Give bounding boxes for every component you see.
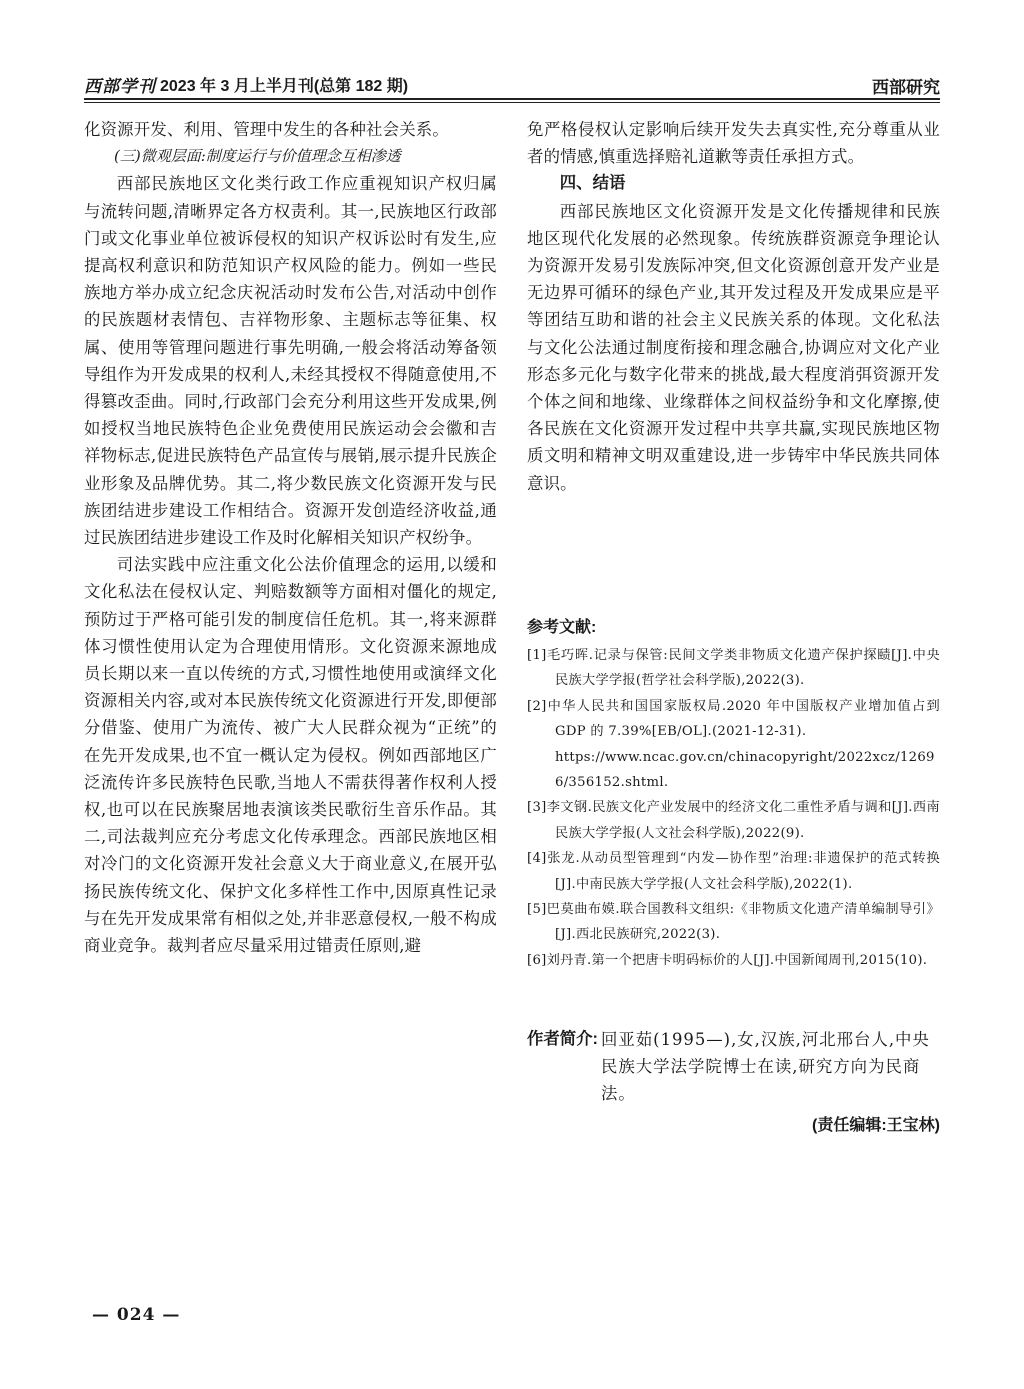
paragraph: 西部民族地区文化资源开发是文化传播规律和民族地区现代化发展的必然现象。传统族群资源竞争理论认为资源开发易引发族际冲突,但文化资源创意开发产业是无边界可循环的绿色产业,其开发过程及开发成果应是平等团结互助和谐的社会主义民族关系的体现。文化私法与文化公法通过制度衔接和理念融合,协调应对文化产业形态多元化与数字化带来的挑战,最大程度消弭资源开发个体之间和地缘、业缘群体之间权益纷争和文化摩擦,使各民族在文化资源开发过程中共享共赢,实现民族地区物质文明和精神文明双重建设,进一步铸牢中华民族共同体意识。 xyxy=(527,201,940,493)
header-rule-thin xyxy=(84,102,940,103)
reference-item: [5]巴莫曲布嫫.联合国教科文组织:《非物质文化遗产清单编制导引》[J].西北民族研究,2022(3). xyxy=(527,902,940,943)
author-text: 回亚茹(1995—),女,汉族,河北邢台人,中央民族大学法学院博士在读,研究方向为民商法。 xyxy=(601,1030,930,1104)
paragraph: 化资源开发、利用、管理中发生的各种社会关系。 xyxy=(84,120,449,139)
page-header xyxy=(84,70,940,100)
paragraph: 免严格侵权认定影响后续开发失去真实性,充分尊重从业者的情感,慎重选择赔礼道歉等责任承担方式。 xyxy=(527,120,940,167)
left-column xyxy=(84,116,497,959)
author-label: 作者简介: xyxy=(527,1030,599,1048)
references xyxy=(527,614,940,973)
page-number: — 024 — xyxy=(92,1305,181,1325)
paragraph: 西部民族地区文化类行政工作应重视知识产权归属与流转问题,清晰界定各方权责利。其一,民族地区行政部门或文化事业单位被诉侵权的知识产权诉讼时有发生,应提高权利意识和防范知识产权风险的能力。例如一些民族地方举办成立纪念庆祝活动时发布公告,对活动中创作的民族题材表情包、吉祥物形象、主题标志等征集、权属、使用等管理问题进行事先明确,一般会将活动筹备领导组作为开发成果的权利人,未经其授权不得随意使用,不得篡改歪曲。同时,行政部门会充分利用这些开发成果,例如授权当地民族特色企业免费使用民族运动会会徽和吉祥物标志,促进民族特色产品宣传与展销,展示提升民族企业形象及品牌优势。其二,将少数民族文化资源开发与民族团结进步建设工作相结合。资源开发创造经济收益,通过民族团结进步建设工作及时化解相关知识产权纷争。 xyxy=(84,174,497,548)
reference-item: [1]毛巧晖.记录与保管:民间文学类非物质文化遗产保护探赜[J].中央民族大学学报(哲学社会科学版),2022(3). xyxy=(527,648,940,689)
references-title: 参考文献: xyxy=(527,619,597,636)
editor-note: (责任编辑:王宝林) xyxy=(812,1117,940,1134)
right-column xyxy=(527,116,940,497)
journal-logo: 西部学刊 xyxy=(84,77,156,97)
reference-text: [2]中华人民共和国国家版权局.2020 年中国版权产业增加值占到 GDP 的 7.39%[EB/OL].(2021-12-31). xyxy=(527,698,940,740)
reference-url: https://www.ncac.gov.cn/chinacopyright/2022xcz/12696/356152.shtml. xyxy=(555,749,935,791)
section-heading: 四、结语 xyxy=(559,174,626,193)
author-bio xyxy=(527,1026,940,1108)
issue-info: 2023 年 3 月上半月刊(总第 182 期) xyxy=(160,78,409,95)
reference-item: [6]刘丹青.第一个把唐卡明码标价的人[J].中国新闻周刊,2015(10). xyxy=(527,952,928,968)
reference-item xyxy=(527,694,940,796)
reference-item: [4]张龙.从动员型管理到“内发—协作型”治理:非遗保护的范式转换[J].中南民族大学学报(人文社会科学版),2022(1). xyxy=(527,851,940,892)
subsection-heading: (三)微观层面:制度运行与价值理念互相渗透 xyxy=(114,147,401,166)
header-rule-thick xyxy=(84,98,940,100)
reference-item: [3]李文钢.民族文化产业发展中的经济文化二重性矛盾与调和[J].西南民族大学学报(人文社会科学版),2022(9). xyxy=(527,800,940,841)
paragraph: 司法实践中应注重文化公法价值理念的运用,以缓和文化私法在侵权认定、判赔数额等方面相对僵化的规定,预防过于严格可能引发的制度信任危机。其一,将来源群体习惯性使用认定为合理使用情形。文化资源来源地成员长期以来一直以传统的方式,习惯性地使用或演绎文化资源相关内容,或对本民族传统文化资源进行开发,即便部分借鉴、使用广为流传、被广大人民群众视为“正统”的在先开发成果,也不宜一概认定为侵权。例如西部地区广泛流传许多民族特色民歌,当地人不需获得著作权利人授权,也可以在民族聚居地表演该类民歌衍生音乐作品。其二,司法裁判应充分考虑文化传承理念。西部民族地区相对冷门的文化资源开发社会意义大于商业意义,在展开弘扬民族传统文化、保护文化多样性工作中,因原真性记录与在先开发成果常有相似之处,并非恶意侵权,一般不构成商业竞争。裁判者应尽量采用过错责任原则,避 xyxy=(84,555,497,956)
section-title: 西部研究 xyxy=(872,78,940,97)
